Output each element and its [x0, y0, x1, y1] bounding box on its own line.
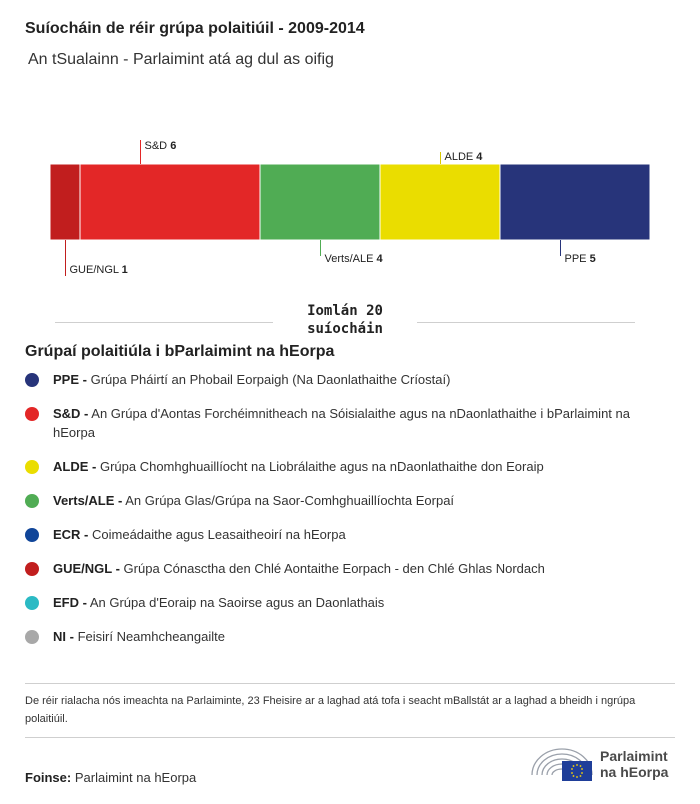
divider [25, 737, 675, 738]
legend-desc: An Grúpa d'Eoraip na Saoirse agus an Daonlathais [86, 595, 385, 610]
source-label: Foinse: [25, 770, 72, 785]
chart-title: Suíocháin de réir grúpa polaitiúil - 2009-2014 [25, 20, 365, 37]
bar-segment-verts-ale [260, 164, 380, 240]
legend-desc: Grúpa Pháirtí an Phobail Eorpaigh (Na Daonlathaithe Críostaí) [86, 372, 451, 387]
bar-segment-gue-ngl [50, 164, 80, 240]
legend-abbr: S&D - [53, 406, 89, 421]
legend-dot-icon [25, 407, 39, 421]
bar-segment-alde [380, 164, 500, 240]
legend-abbr: ECR - [53, 527, 89, 542]
legend-dot-icon [25, 460, 39, 474]
bar-label: GUE/NGL 1 [69, 264, 128, 276]
source-value: Parlaimint na hEorpa [71, 770, 197, 785]
total-line-1: Iomlán 20 [307, 303, 383, 319]
bar-label: S&D 6 [144, 140, 177, 152]
total-label [277, 302, 413, 338]
bar-label: PPE 5 [564, 253, 596, 265]
bar-label: Verts/ALE 4 [324, 253, 383, 265]
bar-segment-s-d [80, 164, 260, 240]
legend-dot-icon [25, 528, 39, 542]
legend-item-verts-ale [25, 491, 670, 510]
legend-abbr: PPE - [53, 372, 87, 387]
bar-label: ALDE 4 [444, 151, 483, 163]
legend-dot-icon [25, 373, 39, 387]
chart-subtitle: An tSualainn - Parlaimint atá ag dul as oifig [28, 51, 334, 68]
total-left-rule [55, 322, 273, 323]
total-seats [55, 302, 635, 342]
legend-item-ecr [25, 525, 670, 544]
legend-abbr: Verts/ALE - [53, 493, 123, 508]
legend-abbr: EFD - [53, 595, 87, 610]
total-line-2: suíocháin [307, 321, 383, 337]
legend-abbr: GUE/NGL - [53, 561, 120, 576]
total-right-rule [417, 322, 635, 323]
legend-item-alde [25, 457, 670, 476]
divider [25, 683, 675, 684]
logo-text [600, 748, 668, 780]
legend-desc: Grúpa Cónasctha den Chlé Aontaithe Eorpach - den Chlé Ghlas Nordach [119, 561, 545, 576]
legend-dot-icon [25, 630, 39, 644]
legend-title: Grúpaí polaitiúla i bParlaimint na hEorpa [25, 343, 335, 360]
logo-line-2: na hEorpa [600, 764, 669, 780]
legend-dot-icon [25, 562, 39, 576]
source [25, 770, 196, 785]
legend-item-ppe [25, 370, 670, 389]
legend-dot-icon [25, 596, 39, 610]
legend-item-gue-ngl [25, 559, 670, 578]
legend-item-ni [25, 627, 670, 646]
legend-abbr: ALDE - [53, 459, 97, 474]
legend-dot-icon [25, 494, 39, 508]
legend-abbr: NI - [53, 629, 74, 644]
legend-item-efd [25, 593, 670, 612]
eu-flag-icon [562, 761, 592, 781]
legend-desc: Coimeádaithe agus Leasaitheoirí na hEorpa [88, 527, 346, 542]
seat-bar-chart [0, 120, 700, 290]
footnote: De réir rialacha nós imeachta na Parlaiminte, 23 Fheisire ar a laghad atá tofa i seacht mBallstát ar a laghad a bheidh i ngrúpa polaitiúil. [25, 695, 636, 725]
legend-item-sd [25, 404, 670, 442]
logo-line-1: Parlaimint [600, 748, 668, 764]
legend-desc: An Grúpa Glas/Grúpa na Saor-Comhghuaillíochta Eorpaí [122, 493, 455, 508]
bar-segment-ppe [500, 164, 650, 240]
legend-desc: Feisirí Neamhcheangailte [73, 629, 225, 644]
ep-logo [528, 745, 678, 787]
legend-desc: Grúpa Chomhghuaillíocht na Liobrálaithe agus na nDaonlathaithe don Eoraip [96, 459, 544, 474]
legend-desc: An Grúpa d'Aontas Forchéimnitheach na Sóisialaithe agus na nDaonlathaithe i bParlaimint na hEorpa [53, 406, 630, 440]
